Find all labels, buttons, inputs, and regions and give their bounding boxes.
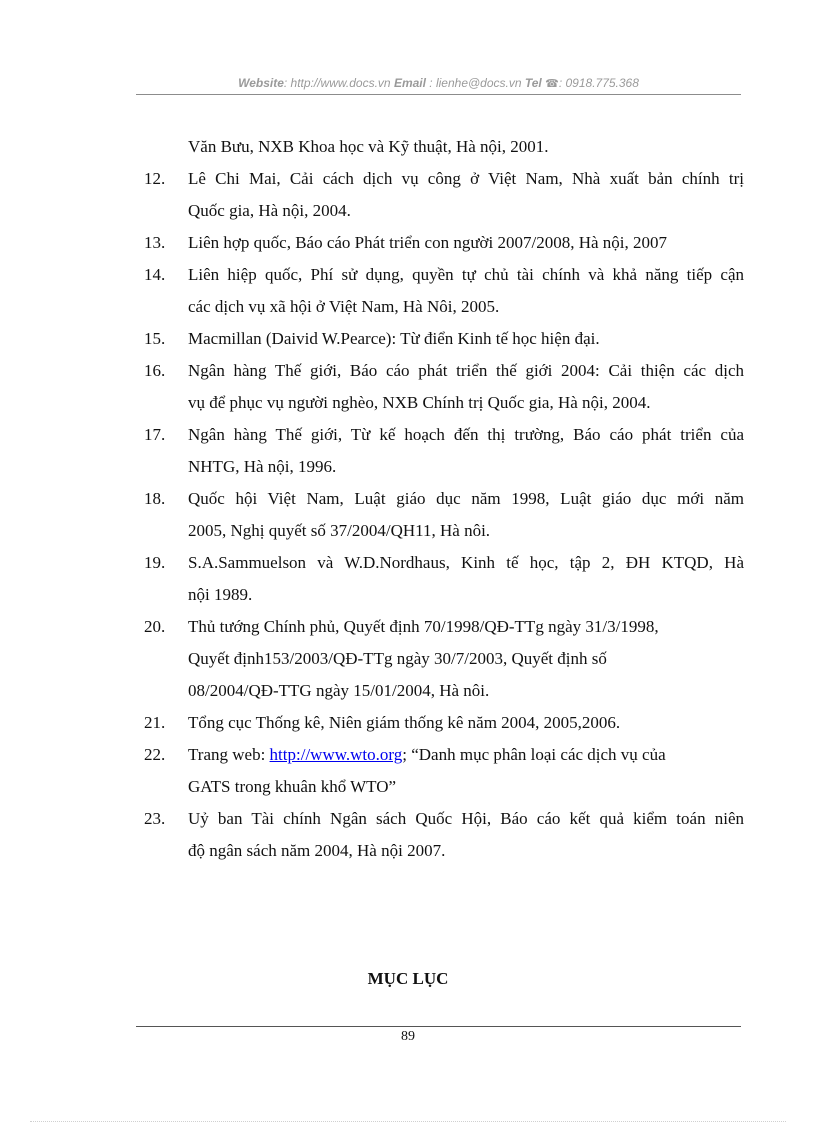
- reference-line: vụ để phục vụ người nghèo, NXB Chính trị Quốc gia, Hà nội, 2004.: [188, 393, 651, 412]
- reference-line: độ ngân sách năm 2004, Hà nội 2007.: [188, 841, 446, 860]
- email-address: : lienhe@docs.vn: [429, 76, 522, 90]
- email-label: Email: [393, 76, 426, 90]
- reference-line: GATS trong khuân khổ WTO”: [188, 777, 397, 796]
- page-number: 89: [401, 1029, 415, 1044]
- reference-line: Quyết định153/2003/QĐ-TTg ngày 30/7/2003, Quyết định số: [188, 649, 607, 668]
- header-divider: [136, 94, 741, 95]
- section-title: MỤC LỤC: [367, 969, 449, 988]
- phone-icon: ☎: [545, 78, 559, 90]
- reference-item-14: [0, 259, 816, 323]
- reference-line: S.A.Sammuelson và W.D.Nordhaus, Kinh tế học, tập 2, ĐH KTQD, Hà: [188, 553, 744, 572]
- reference-number: 19.: [144, 553, 166, 572]
- reference-number: 13.: [144, 233, 166, 252]
- reference-number: 15.: [144, 329, 166, 348]
- reference-number: 21.: [144, 713, 166, 732]
- reference-item-16: [0, 355, 816, 419]
- reference-item-23: [0, 803, 816, 867]
- reference-item-15: [0, 323, 816, 355]
- website-label: Website: [238, 76, 284, 90]
- reference-line: 08/2004/QĐ-TTG ngày 15/01/2004, Hà nôi.: [188, 681, 490, 700]
- reference-line: Uỷ ban Tài chính Ngân sách Quốc Hội, Báo cáo kết quả kiểm toán niên: [188, 809, 744, 828]
- reference-number: 16.: [144, 361, 166, 380]
- reference-line: Quốc hội Việt Nam, Luật giáo dục năm 1998, Luật giáo dục mới năm: [188, 489, 744, 508]
- page-edge-dots: [30, 1121, 786, 1122]
- reference-line: NHTG, Hà nội, 1996.: [188, 457, 337, 476]
- wto-link[interactable]: http://www.wto.org: [269, 745, 403, 764]
- reference-list: [0, 131, 816, 867]
- reference-continuation: [0, 131, 816, 163]
- reference-line: [188, 739, 744, 771]
- page-header: [136, 76, 741, 90]
- reference-item-12: [0, 163, 816, 227]
- reference-line: Tổng cục Thống kê, Niên giám thống kê năm 2004, 2005,2006.: [188, 713, 621, 732]
- reference-line: Văn Bưu, NXB Khoa học và Kỹ thuật, Hà nội, 2001.: [188, 137, 549, 156]
- reference-item-19: [0, 547, 816, 611]
- website-url: : http://www.docs.vn: [283, 76, 391, 90]
- reference-item-18: [0, 483, 816, 547]
- reference-item-22: [0, 739, 816, 803]
- reference-text: ; “Danh mục phân loại các dịch vụ của: [402, 745, 666, 764]
- reference-number: 14.: [144, 265, 166, 284]
- reference-number: 18.: [144, 489, 166, 508]
- reference-item-17: [0, 419, 816, 483]
- reference-line: Quốc gia, Hà nội, 2004.: [188, 201, 351, 220]
- footer-divider: [136, 1026, 741, 1027]
- reference-line: Liên hiệp quốc, Phí sử dụng, quyền tự chủ tài chính và khả năng tiếp cận: [188, 265, 744, 284]
- reference-line: Thủ tướng Chính phủ, Quyết định 70/1998/QĐ-TTg ngày 31/3/1998,: [188, 617, 659, 636]
- reference-line: các dịch vụ xã hội ở Việt Nam, Hà Nôi, 2005.: [188, 297, 500, 316]
- reference-line: Macmillan (Daivid W.Pearce): Từ điển Kinh tế học hiện đại.: [188, 329, 600, 348]
- reference-line: Ngân hàng Thế giới, Báo cáo phát triển thế giới 2004: Cải thiện các dịch: [188, 361, 744, 380]
- reference-item-20: [0, 611, 816, 707]
- reference-line: Ngân hàng Thế giới, Từ kế hoạch đến thị trường, Báo cáo phát triển của: [188, 425, 744, 444]
- tel-label: Tel: [524, 76, 542, 90]
- reference-line: nội 1989.: [188, 585, 253, 604]
- tel-number: : 0918.775.368: [558, 76, 639, 90]
- reference-item-13: [0, 227, 816, 259]
- reference-number: 20.: [144, 617, 166, 636]
- reference-line: Liên hợp quốc, Báo cáo Phát triển con người 2007/2008, Hà nội, 2007: [188, 233, 668, 252]
- reference-number: 12.: [144, 169, 166, 188]
- reference-number: 17.: [144, 425, 166, 444]
- reference-text: Trang web:: [188, 745, 270, 764]
- reference-number: 23.: [144, 809, 166, 828]
- reference-item-21: [0, 707, 816, 739]
- reference-line: 2005, Nghị quyết số 37/2004/QH11, Hà nôi.: [188, 521, 491, 540]
- reference-line: Lê Chi Mai, Cải cách dịch vụ công ở Việt Nam, Nhà xuất bản chính trị: [188, 169, 744, 188]
- reference-number: 22.: [144, 745, 166, 764]
